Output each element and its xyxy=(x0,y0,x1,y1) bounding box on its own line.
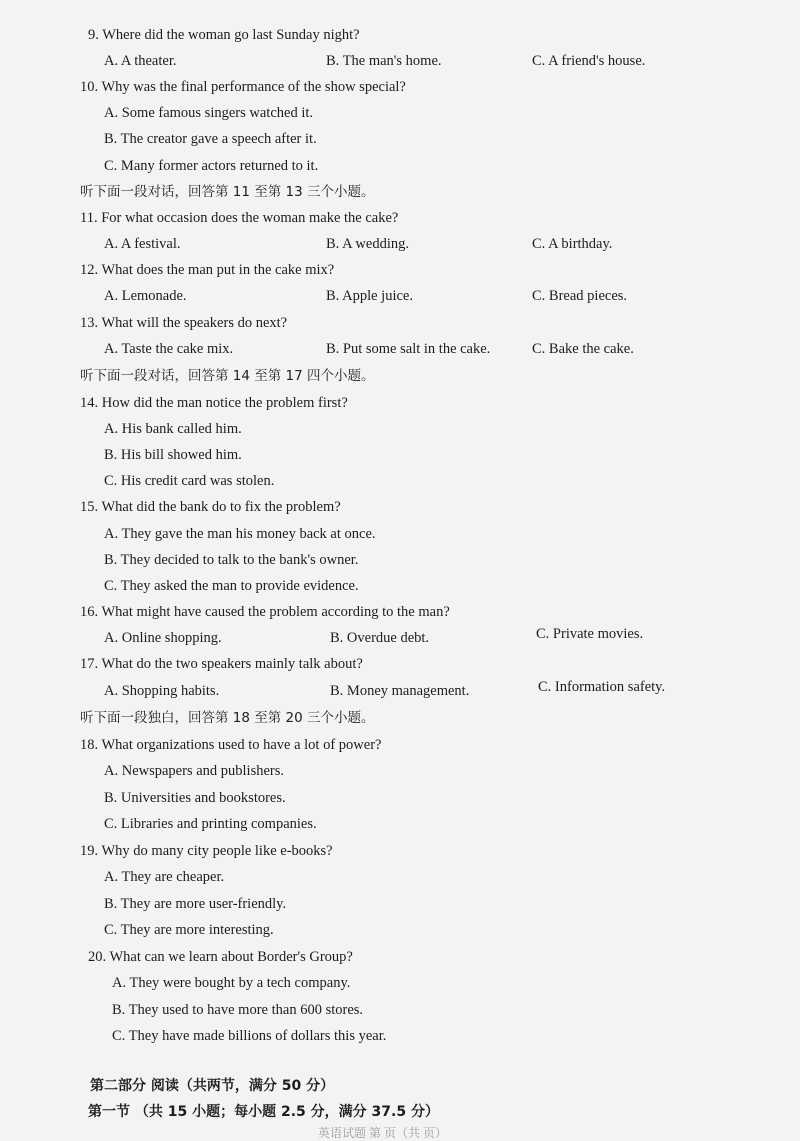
instruction-14-17 xyxy=(0,364,800,388)
option-b: B. Overdue debt. xyxy=(330,630,430,646)
option-b: B. The creator gave a speech after it. xyxy=(104,131,317,147)
question-stem: 9. Where did the woman go last Sunday night? xyxy=(88,27,360,43)
question-14-option-c xyxy=(0,469,800,493)
question-9 xyxy=(0,23,800,47)
instruction-text: 听下面一段对话，回答第 11 至第 13 三个小题。 xyxy=(80,184,375,200)
question-12 xyxy=(0,258,800,282)
question-19-option-c xyxy=(0,918,800,942)
question-15-option-a xyxy=(0,522,800,546)
option-a: A. Taste the cake mix. xyxy=(104,341,234,357)
question-stem: 12. What does the man put in the cake mix? xyxy=(80,262,335,278)
question-15 xyxy=(0,495,800,519)
section-1-heading xyxy=(0,1100,800,1124)
question-stem: 11. For what occasion does the woman make the cake? xyxy=(80,210,399,226)
question-stem: 16. What might have caused the problem according to the man? xyxy=(80,604,450,620)
instruction-text: 听下面一段独白，回答第 18 至第 20 三个小题。 xyxy=(80,710,375,726)
instruction-18-20 xyxy=(0,706,800,730)
option-a: A. They gave the man his money back at once. xyxy=(104,526,376,542)
part-2-heading xyxy=(0,1074,800,1098)
question-9-options xyxy=(0,49,800,73)
question-stem: 20. What can we learn about Border's Group? xyxy=(88,949,353,965)
option-a: A. They were bought by a tech company. xyxy=(112,975,351,991)
option-c: C. Bread pieces. xyxy=(532,288,628,304)
option-c: C. Information safety. xyxy=(538,679,666,695)
option-a: A. A theater. xyxy=(104,53,177,69)
option-c: C. Many former actors returned to it. xyxy=(104,158,319,174)
question-14-option-a xyxy=(0,417,800,441)
question-stem: 14. How did the man notice the problem first? xyxy=(80,395,348,411)
section-title: 第二部分 阅读（共两节，满分 50 分） xyxy=(90,1078,335,1094)
question-14 xyxy=(0,391,800,415)
option-b: B. Money management. xyxy=(330,683,470,699)
question-13-options xyxy=(0,337,800,361)
question-20-option-c xyxy=(0,1024,800,1048)
option-a: A. Lemonade. xyxy=(104,288,187,304)
option-c: C. They asked the man to provide evidence. xyxy=(104,578,359,594)
question-stem: 17. What do the two speakers mainly talk about? xyxy=(80,656,363,672)
option-c: C. A friend's house. xyxy=(532,53,646,69)
option-c: C. They have made billions of dollars this year. xyxy=(112,1028,387,1044)
question-11-options xyxy=(0,232,800,256)
question-10-option-a xyxy=(0,101,800,125)
question-19-option-b xyxy=(0,892,800,916)
option-c: C. Private movies. xyxy=(536,626,644,642)
option-c: C. A birthday. xyxy=(532,236,613,252)
question-stem: 13. What will the speakers do next? xyxy=(80,315,288,331)
option-a: A. A festival. xyxy=(104,236,181,252)
instruction-11-13 xyxy=(0,180,800,204)
option-b: B. A wedding. xyxy=(326,236,409,252)
option-b: B. They are more user-friendly. xyxy=(104,896,287,912)
question-16-options xyxy=(0,626,800,650)
option-b: B. His bill showed him. xyxy=(104,447,242,463)
question-18-option-c xyxy=(0,812,800,836)
question-20-option-b xyxy=(0,998,800,1022)
question-11 xyxy=(0,206,800,230)
question-20 xyxy=(0,945,800,969)
option-b: B. They used to have more than 600 stores. xyxy=(112,1002,364,1018)
option-a: A. Some famous singers watched it. xyxy=(104,105,314,121)
page-footer-fragment: 英语试题 第 页（共 页） xyxy=(318,1126,448,1140)
option-a: A. They are cheaper. xyxy=(104,869,225,885)
question-13 xyxy=(0,311,800,335)
option-a: A. Online shopping. xyxy=(104,630,222,646)
question-stem: 19. Why do many city people like e-books? xyxy=(80,843,333,859)
question-18-option-b xyxy=(0,786,800,810)
option-a: A. His bank called him. xyxy=(104,421,242,437)
option-a: A. Shopping habits. xyxy=(104,683,220,699)
question-14-option-b xyxy=(0,443,800,467)
option-b: B. Universities and bookstores. xyxy=(104,790,286,806)
section-subtitle: 第一节 （共 15 小题；每小题 2.5 分，满分 37.5 分） xyxy=(88,1104,439,1120)
option-a: A. Newspapers and publishers. xyxy=(104,763,285,779)
question-16 xyxy=(0,600,800,624)
question-10 xyxy=(0,75,800,99)
question-17-options xyxy=(0,679,800,703)
question-15-option-b xyxy=(0,548,800,572)
question-stem: 18. What organizations used to have a lot of power? xyxy=(80,737,382,753)
option-b: B. The man's home. xyxy=(326,53,442,69)
option-c: C. They are more interesting. xyxy=(104,922,274,938)
question-19-option-a xyxy=(0,865,800,889)
question-12-options xyxy=(0,284,800,308)
question-20-option-a xyxy=(0,971,800,995)
question-stem: 15. What did the bank do to fix the problem? xyxy=(80,499,341,515)
question-17 xyxy=(0,652,800,676)
question-19 xyxy=(0,839,800,863)
question-10-option-b xyxy=(0,127,800,151)
question-stem: 10. Why was the final performance of the show special? xyxy=(80,79,406,95)
question-10-option-c xyxy=(0,154,800,178)
question-18-option-a xyxy=(0,759,800,783)
option-c: C. His credit card was stolen. xyxy=(104,473,275,489)
option-b: B. They decided to talk to the bank's owner. xyxy=(104,552,359,568)
option-c: C. Libraries and printing companies. xyxy=(104,816,317,832)
option-c: C. Bake the cake. xyxy=(532,341,634,357)
instruction-text: 听下面一段对话，回答第 14 至第 17 四个小题。 xyxy=(80,368,375,384)
question-15-option-c xyxy=(0,574,800,598)
option-b: B. Put some salt in the cake. xyxy=(326,341,491,357)
question-18 xyxy=(0,733,800,757)
option-b: B. Apple juice. xyxy=(326,288,413,304)
